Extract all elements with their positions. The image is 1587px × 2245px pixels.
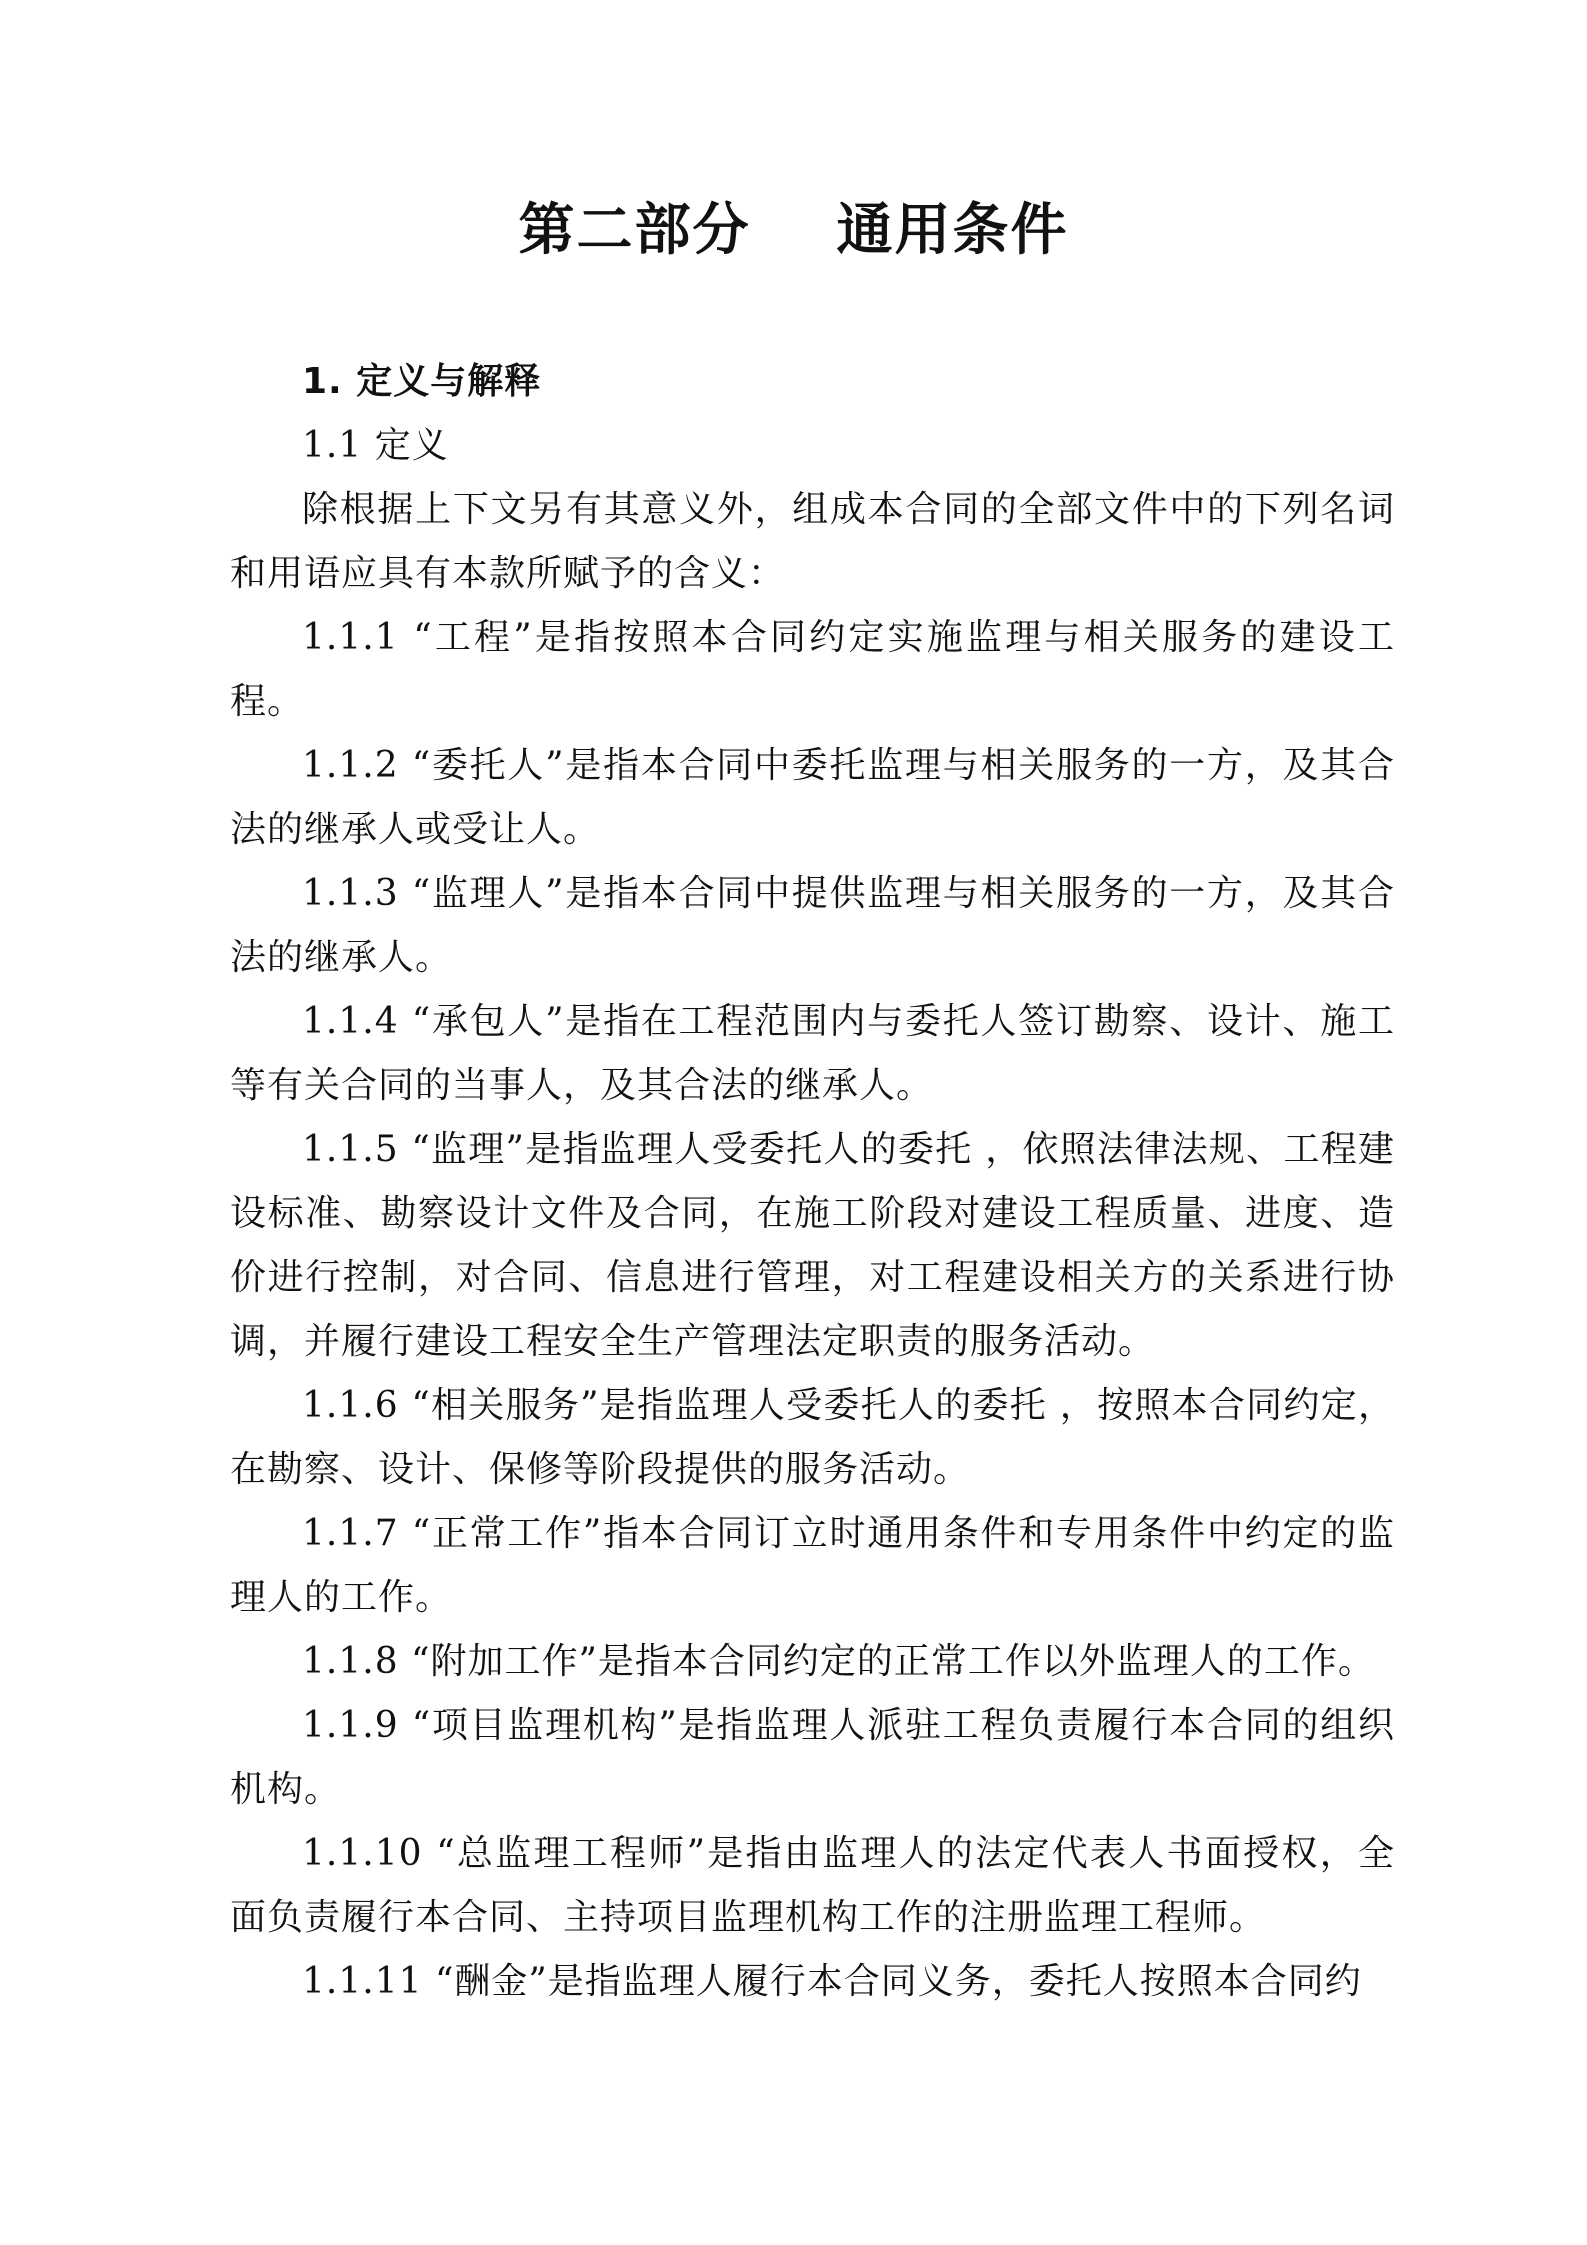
paragraph: 1.1.5 “监理”是指监理人受委托人的委托 ，依照法律法规、工程建设标准、勘察设计文件及合同，在施工阶段对建设工程质量、进度、造价进行控制，对合同、信息进行管理，对工程建设相关方的关系进行协调，并履行建设工程安全生产管理法定职责的服务活动。 (230, 1129, 1395, 1362)
paragraph: 1.1.4 “承包人”是指在工程范围内与委托人签订勘察、设计、施工等有关合同的当事人，及其合法的继承人。 (230, 1001, 1395, 1106)
paragraph: 1.1.6 “相关服务”是指监理人受委托人的委托 ，按照本合同约定，在勘察、设计、保修等阶段提供的服务活动。 (230, 1385, 1395, 1490)
paragraph: 1.1.1 “工程”是指按照本合同约定实施监理与相关服务的建设工程。 (230, 617, 1395, 722)
paragraph: 1.1.10 “总监理工程师”是指由监理人的法定代表人书面授权，全面负责履行本合同、主持项目监理机构工作的注册监理工程师。 (230, 1833, 1395, 1938)
paragraph: 1.1.9 “项目监理机构”是指监理人派驻工程负责履行本合同的组织机构。 (230, 1705, 1395, 1810)
paragraph: 除根据上下文另有其意义外，组成本合同的全部文件中的下列名词和用语应具有本款所赋予的含义： (230, 489, 1395, 594)
subsection-heading: 1.1 定义 (302, 425, 449, 466)
paragraph: 1.1.7 “正常工作”指本合同订立时通用条件和专用条件中约定的监理人的工作。 (230, 1513, 1395, 1618)
document-title: 第二部分 通用条件 (518, 198, 1069, 263)
paragraph: 1.1.2 “委托人”是指本合同中委托监理与相关服务的一方，及其合法的继承人或受让人。 (230, 745, 1395, 850)
paragraph: 1.1.11 “酬金”是指监理人履行本合同义务，委托人按照本合同约 (302, 1961, 1362, 2002)
section-heading: 1. 定义与解释 (302, 361, 542, 402)
paragraph: 1.1.8 “附加工作”是指本合同约定的正常工作以外监理人的工作。 (302, 1641, 1375, 1682)
document-body (230, 350, 1395, 2014)
paragraph: 1.1.3 “监理人”是指本合同中提供监理与相关服务的一方，及其合法的继承人。 (230, 873, 1395, 978)
